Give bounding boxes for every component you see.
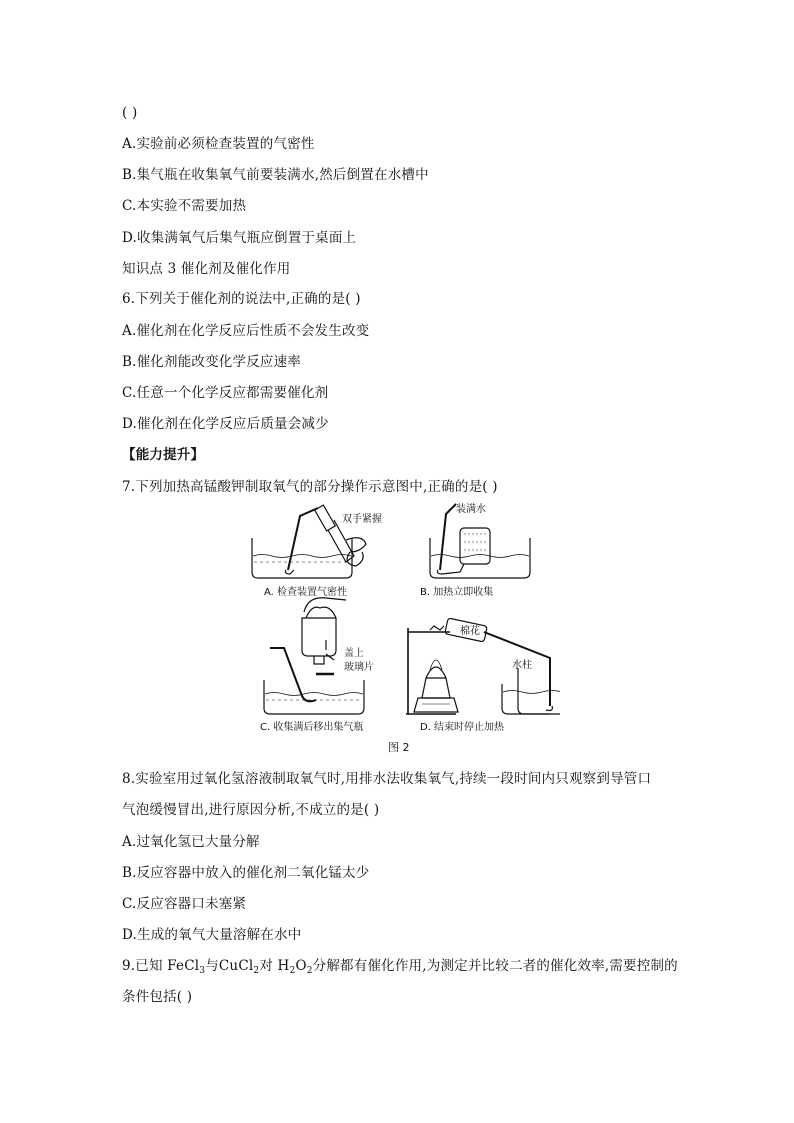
panel-d-label-water-column: 水柱 <box>512 660 532 671</box>
apparatus-diagram <box>250 500 560 760</box>
panel-d-apparatus <box>406 618 560 714</box>
q8-option-d: D.生成的氧气大量溶解在水中 <box>122 927 302 943</box>
q9-chem-h-sub: 2 <box>289 966 296 976</box>
ability-heading: 【能力提升】 <box>122 447 205 463</box>
q9-chem-fecl3-sub: 3 <box>199 966 206 976</box>
q9-chem-o: O <box>295 958 307 974</box>
q6-option-b: B.催化剂能改变化学反应速率 <box>122 354 302 370</box>
q8-option-a: A.过氧化氢已大量分解 <box>122 834 260 850</box>
panel-c-label-glass: 玻璃片 <box>344 662 374 673</box>
apparatus-figure <box>250 500 560 760</box>
q8-option-c: C.反应容器口未塞紧 <box>122 896 247 912</box>
q9-prefix: 9.已知 <box>122 958 168 974</box>
q9-stem-line-1 <box>122 957 678 980</box>
panel-b-apparatus <box>430 504 530 578</box>
q7-stem: 7.下列加热高锰酸钾制取氧气的部分操作示意图中,正确的是( ) <box>122 479 498 495</box>
q9-chem-o-sub: 2 <box>306 966 313 976</box>
q9-rest: 分解都有催化作用,为测定并比较二者的催化效率,需要控制的 <box>312 958 678 974</box>
q9-chem-fecl3: FeCl <box>167 958 200 974</box>
q9-chem-h: H <box>277 958 290 974</box>
q6-option-a: A.催化剂在化学反应后性质不会发生改变 <box>122 323 370 339</box>
q9-chem-cucl2-sub: 2 <box>253 966 260 976</box>
panel-d-label-cotton: 棉花 <box>460 626 480 637</box>
q8-stem-line-1: 8.实验室用过氧化氢溶液制取氧气时,用排水法收集氧气,持续一段时间内只观察到导管口 <box>122 771 652 787</box>
q9-chem-cucl2: CuCl <box>218 958 254 974</box>
q8-option-b: B.反应容器中放入的催化剂二氧化锰太少 <box>122 865 370 881</box>
q6-option-c: C.任意一个化学反应都需要催化剂 <box>122 385 329 401</box>
q8-stem-line-2: 气泡缓慢冒出,进行原因分析,不成立的是( ) <box>122 802 380 818</box>
panel-c-label-cover: 盖上 <box>344 648 364 659</box>
q9-pair: 对 <box>259 958 278 974</box>
q5-option-c: C.本实验不需要加热 <box>122 198 247 214</box>
panel-a-caption: A. 检查装置气密性 <box>264 587 348 598</box>
q9-stem-line-2: 条件包括( ) <box>122 989 193 1005</box>
figure-caption: 图 2 <box>388 741 410 754</box>
q9-and: 与 <box>205 958 219 974</box>
q6-option-d: D.催化剂在化学反应后质量会减少 <box>122 416 329 432</box>
section-3-heading: 知识点 3 催化剂及催化作用 <box>122 261 291 277</box>
panel-d-caption: D. 结束时停止加热 <box>420 722 505 733</box>
q5-option-b: B.集气瓶在收集氧气前要装满水,然后倒置在水槽中 <box>122 167 429 183</box>
panel-b-label: 装满水 <box>456 504 486 515</box>
panel-b-caption: B. 加热立即收集 <box>420 587 494 598</box>
panel-a-label: 双手紧握 <box>342 514 382 525</box>
q5-option-a: A.实验前必须检查装置的气密性 <box>122 136 315 152</box>
q6-stem: 6.下列关于催化剂的说法中,正确的是( ) <box>122 291 361 307</box>
panel-c-caption: C. 收集满后移出集气瓶 <box>260 722 364 733</box>
q5-stem-tail: ( ) <box>122 105 138 121</box>
q5-option-d: D.收集满氧气后集气瓶应倒置于桌面上 <box>122 230 357 246</box>
